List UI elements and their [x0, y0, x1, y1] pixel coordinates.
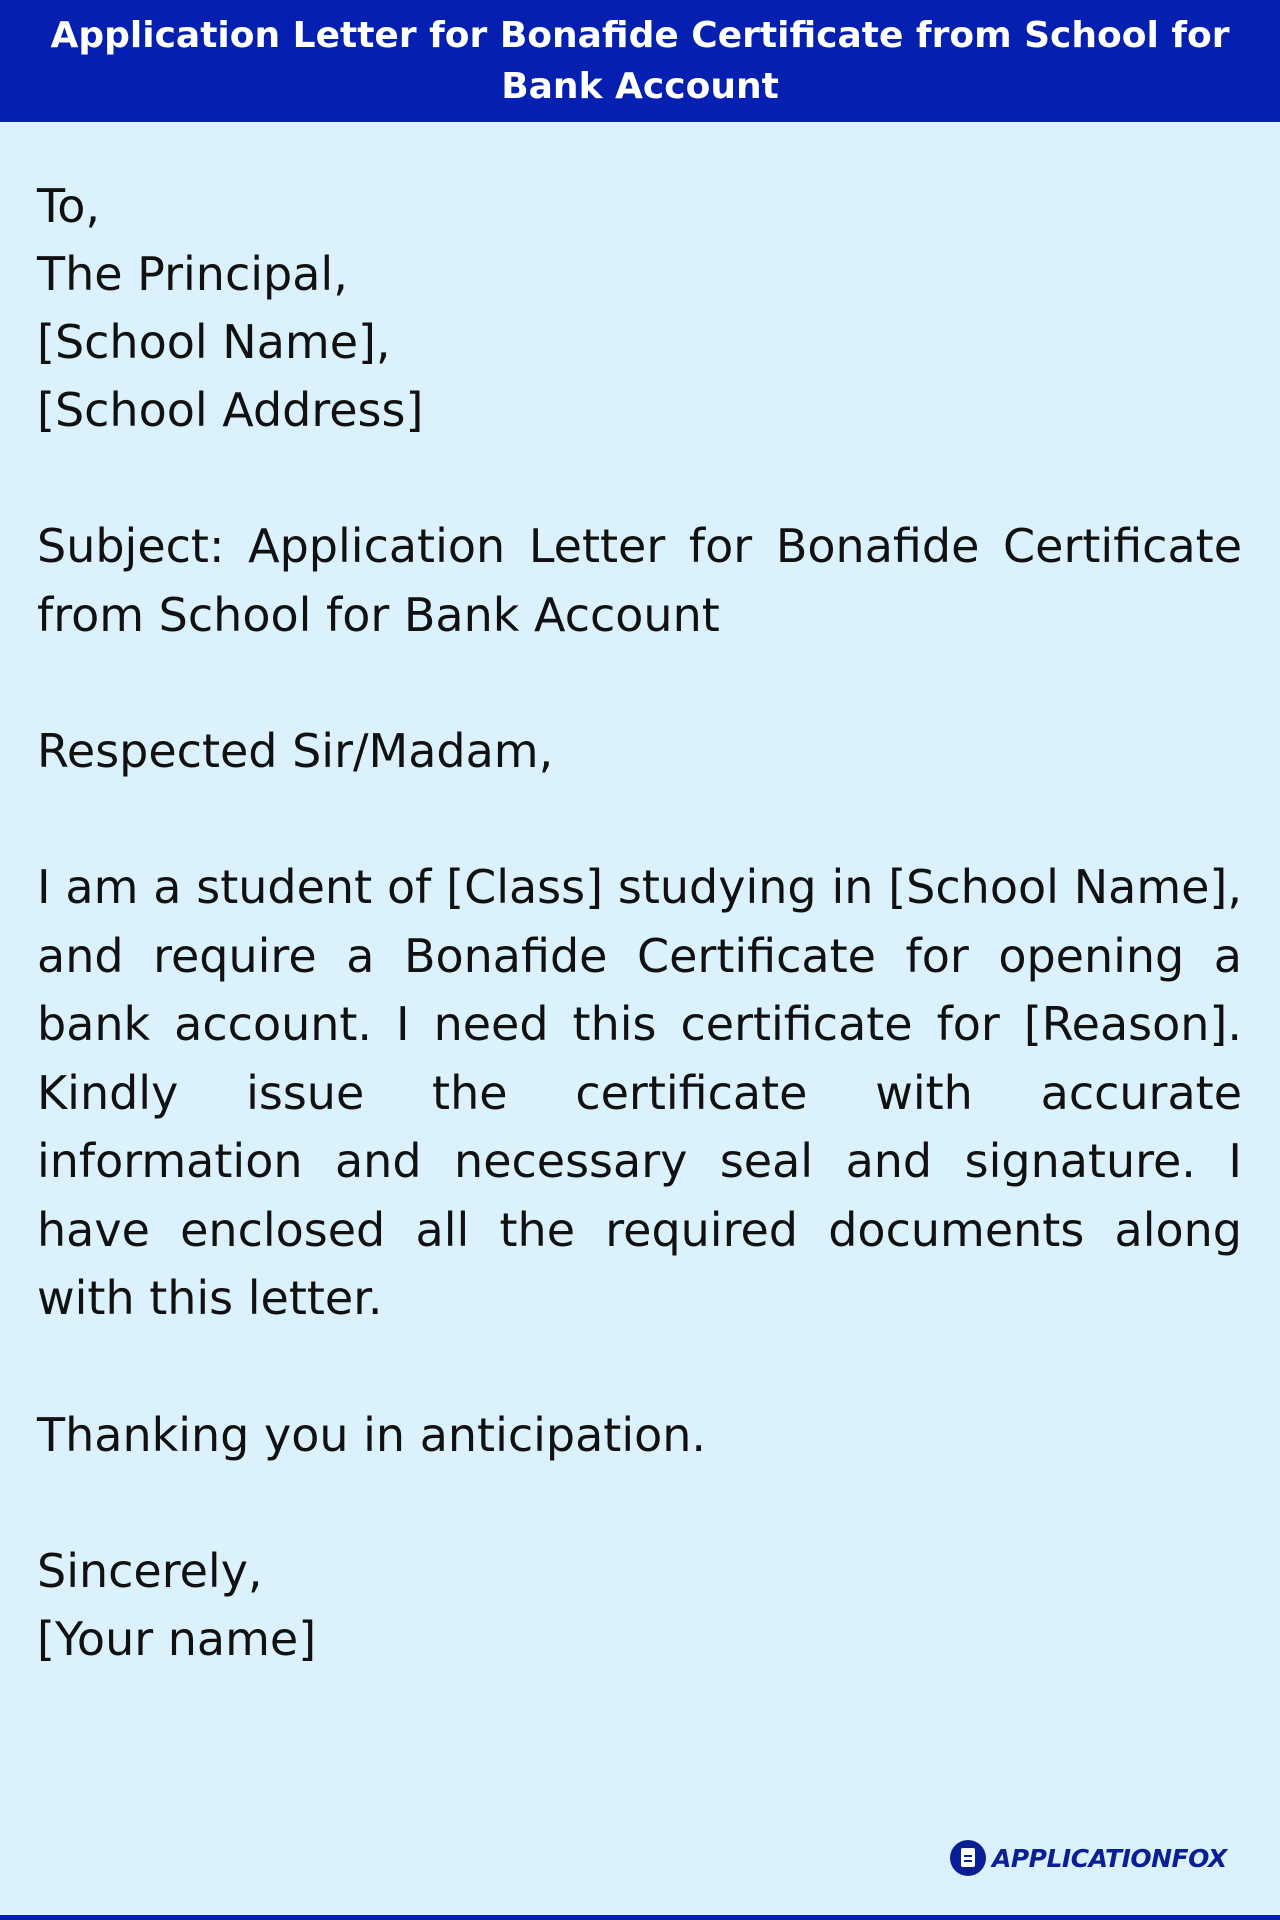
- letter-body: [37, 172, 1242, 1673]
- letter-paragraph: I am a student of [Class] studying in [School Name], and require a Bonafide Certificate for opening a bank account. I need this certificate for [Reason]. Kindly issue the certificate with accurate information and necessary seal and signature. I have enclosed all the required documents along with this letter.: [37, 860, 1242, 1325]
- letter-salutation: Respected Sir/Madam,: [37, 724, 554, 778]
- letter-closing: Sincerely,: [37, 1543, 263, 1598]
- bottom-rule: [0, 1915, 1280, 1920]
- letter-to: To,: [37, 179, 101, 233]
- spacer: [37, 785, 1242, 853]
- letter-school-address: [School Address]: [37, 383, 424, 437]
- spacer: [37, 649, 1242, 717]
- letter-school-name: [School Name],: [37, 315, 391, 369]
- letter-subject: Subject: Application Letter for Bonafide Certificate from School for Bank Account: [37, 519, 1242, 642]
- document-icon: [950, 1840, 986, 1876]
- letter-signature: [Your name]: [37, 1611, 317, 1666]
- spacer: [37, 444, 1242, 512]
- brand-logo: [950, 1838, 1227, 1878]
- header-banner: [0, 0, 1280, 122]
- spacer: [37, 1469, 1242, 1537]
- page-title: Application Letter for Bonafide Certificate from School for Bank Account: [50, 15, 1230, 107]
- letter-recipient: The Principal,: [37, 247, 348, 301]
- brand-name: APPLICATIONFOX: [992, 1843, 1227, 1873]
- spacer: [37, 1333, 1242, 1401]
- letter-thanks: Thanking you in anticipation.: [37, 1407, 707, 1462]
